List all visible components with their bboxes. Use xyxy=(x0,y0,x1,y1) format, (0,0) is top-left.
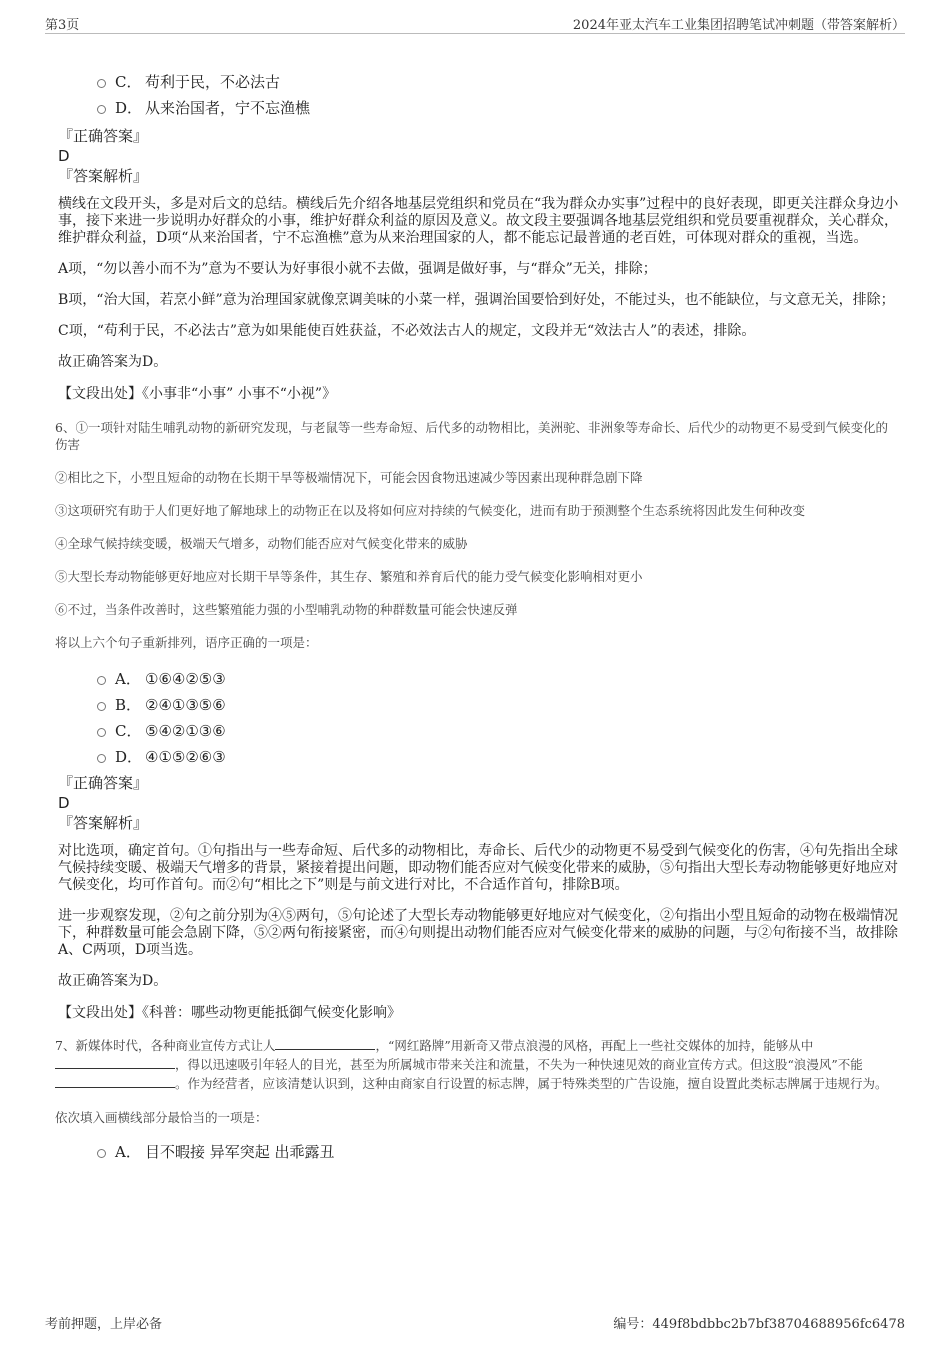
radio-icon[interactable] xyxy=(97,105,106,114)
footer-slogan: 考前押题，上岸必备 xyxy=(45,1317,163,1332)
document-title: 2024年亚太汽车工业集团招聘笔试冲刺题（带答案解析） xyxy=(572,18,905,33)
option-a[interactable]: A． 目不暇接 异军突起 出乖露丑 xyxy=(55,1140,900,1166)
analysis-conclusion: 故正确答案为D。 xyxy=(58,973,168,989)
fill-blank[interactable] xyxy=(55,1057,175,1069)
sentence: ⑤大型长寿动物能够更好地应对长期干旱等条件，其生存、繁殖和养育后代的能力受气候变化影响相对更小 xyxy=(55,569,643,584)
source-note: 【文段出处】《小事非“小事” 小事不“小视”》 xyxy=(58,386,337,402)
answer-value: D xyxy=(58,794,70,812)
analysis-paragraph: C项，“苟利于民，不必法古”意为如果能使百姓获益，不必效法古人的规定，文段并无“效法古人”的表述，排除。 xyxy=(58,323,756,339)
radio-icon[interactable] xyxy=(97,79,106,88)
page-header xyxy=(45,12,905,34)
question-stem: 7、新媒体时代，各种商业宣传方式让人 ，“网红路牌”用新奇又带点浪漫的风格，再配上一些社交媒体的加持，能够从中，得以迅速吸引年轻人的目光，甚至为所属城市带来关注和流量，不失为一种快速见效的商业宣传方式。但这股“浪漫风”不能。作为经营者，应该清楚认识到，这种由商家自行设置的标志牌，属于特殊类型的广告设施，擅自设置此类标志牌属于违规行为。 xyxy=(55,1038,888,1091)
answer-value: D xyxy=(58,147,70,165)
analysis-label: 『答案解析』 xyxy=(58,167,149,185)
analysis-conclusion: 故正确答案为D。 xyxy=(58,354,168,370)
question-prompt: 将以上六个句子重新排列，语序正确的一项是： xyxy=(55,635,318,650)
source-note: 【文段出处】《科普：哪些动物更能抵御气候变化影响》 xyxy=(58,1005,401,1021)
question-stem: 6、①一项针对陆生哺乳动物的新研究发现，与老鼠等一些寿命短、后代多的动物相比，美洲驼、非洲象等寿命长、后代少的动物更不易受到气候变化的伤害 xyxy=(55,420,888,452)
analysis-paragraph: A项，“勿以善小而不为”意为不要认为好事很小就不去做，强调是做好事，与“群众”无关，排除； xyxy=(58,261,657,277)
analysis-paragraph: 进一步观察发现，②句之前分别为④⑤两句，⑤句论述了大型长寿动物能够更好地应对气候变化，②句指出小型且短命的动物在极端情况下，种群数量可能会急剧下降，⑤②两句衔接紧密，而④句则提出动物们能否应对气候变化带来的威胁的问题，与②句衔接不当，故排除A、C两项，D项当选。 xyxy=(58,908,898,958)
option-b[interactable]: B． ②④①③⑤⑥ xyxy=(55,693,900,719)
option-d[interactable]: D． ④①⑤②⑥③ xyxy=(55,745,900,771)
q5-options xyxy=(55,70,900,122)
page-number: 第3页 xyxy=(45,18,80,33)
radio-icon[interactable] xyxy=(97,676,106,685)
sentence: ③这项研究有助于人们更好地了解地球上的动物正在以及将如何应对持续的气候变化，进而有助于预测整个生态系统将因此发生何种改变 xyxy=(55,503,806,518)
answer-label: 『正确答案』 xyxy=(58,774,149,792)
sentence: ⑥不过，当条件改善时，这些繁殖能力强的小型哺乳动物的种群数量可能会快速反弹 xyxy=(55,602,518,617)
fill-blank[interactable] xyxy=(55,1076,175,1088)
option-a[interactable]: A． ①⑥④②⑤③ xyxy=(55,667,900,693)
radio-icon[interactable] xyxy=(97,728,106,737)
option-c[interactable]: C． 苟利于民，不必法古 xyxy=(55,70,900,96)
q7-options xyxy=(55,1140,900,1166)
analysis-paragraph: B项，“治大国，若烹小鲜”意为治理国家就像烹调美味的小菜一样，强调治国要恰到好处，不能过头，也不能缺位，与文意无关，排除； xyxy=(58,292,895,308)
answer-label: 『正确答案』 xyxy=(58,127,149,145)
analysis-label: 『答案解析』 xyxy=(58,814,149,832)
radio-icon[interactable] xyxy=(97,702,106,711)
question-prompt: 依次填入画横线部分最恰当的一项是： xyxy=(55,1110,268,1125)
sentence: ④全球气候持续变暖，极端天气增多，动物们能否应对气候变化带来的威胁 xyxy=(55,536,468,551)
sentence: ②相比之下，小型且短命的动物在长期干旱等极端情况下，可能会因食物迅速减少等因素出现种群急剧下降 xyxy=(55,470,643,485)
analysis-paragraph: 对比选项，确定首句。①句指出与一些寿命短、后代多的动物相比，寿命长、后代少的动物更不易受到气候变化的伤害，④句先指出全球气候持续变暖、极端天气增多的背景，紧接着提出问题，即动物们能否应对气候变化带来的威胁，⑤句指出大型长寿动物能够更好地应对气候变化，均可作首句。而②句“相比之下”则是与前文进行对比，不合适作首句，排除B项。 xyxy=(58,843,898,893)
content xyxy=(55,70,900,1166)
option-c[interactable]: C． ⑤④②①③⑥ xyxy=(55,719,900,745)
q6-options xyxy=(55,667,900,771)
analysis-paragraph: 横线在文段开头，多是对后文的总结。横线后先介绍各地基层党组织和党员在“我为群众办实事”过程中的良好表现，即更关注群众身边小事，接下来进一步说明办好群众的小事，维护好群众利益的原因及意义。故文段主要强调各地基层党组织和党员要重视群众，关心群众，维护群众利益，D项“从来治国者，宁不忘渔樵”意为从来治理国家的人，都不能忘记最普通的老百姓，可体现对群众的重视，当选。 xyxy=(58,196,899,246)
option-d[interactable]: D． 从来治国者，宁不忘渔樵 xyxy=(55,96,900,122)
radio-icon[interactable] xyxy=(97,1149,106,1158)
fill-blank[interactable] xyxy=(275,1038,375,1050)
document-id: 编号：449f8bdbbc2b7bf38704688956fc6478 xyxy=(613,1317,905,1332)
radio-icon[interactable] xyxy=(97,754,106,763)
